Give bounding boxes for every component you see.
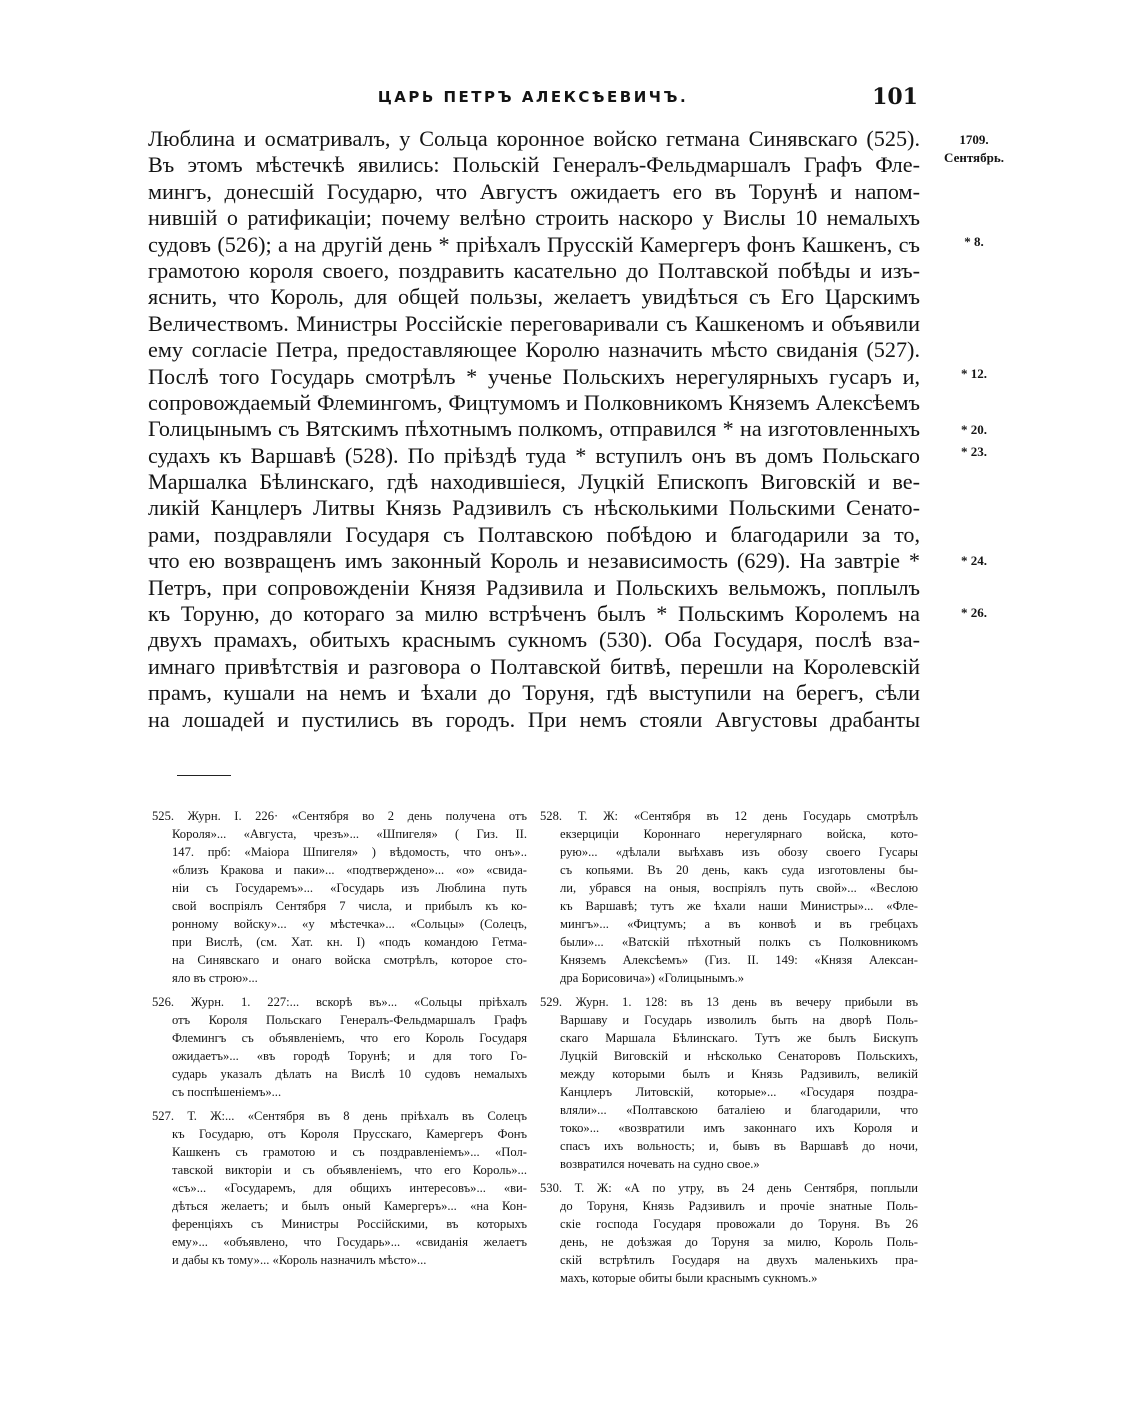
page-number: 101 bbox=[872, 84, 918, 110]
footnote bbox=[540, 993, 918, 1173]
text-line: имнаго привѣтствія и разговора о Полтавской битвѣ, перешли на Королевскій bbox=[148, 653, 920, 679]
running-header bbox=[148, 84, 918, 118]
footnote-line: Княземъ Алексѣемъ» (Гиз. II. 149: «Князя Алексан- bbox=[560, 953, 918, 967]
footnote-line: ожидаетъ»... «въ городѣ Торунѣ; и для того Го- bbox=[172, 1049, 527, 1063]
footnote-line: ли, убрався на оныя, воспріялъ путь свой»... «Веслою bbox=[560, 881, 918, 895]
text-line: судовъ (526); а на другій день * пріѣхалъ Прусскій Камергеръ фонъ Кашкенъ, съ bbox=[148, 231, 920, 257]
text-line: къ Торуню, до котораго за милю встрѣченъ былъ * Польскимъ Королемъ на bbox=[148, 601, 920, 627]
footnote-line: 525. Журн. I. 226· «Сентября во 2 день получена отъ bbox=[152, 809, 527, 823]
text-line: мингъ, донесшій Государю, что Августъ ожидаетъ его въ Торунѣ и напом- bbox=[148, 178, 920, 204]
footnote-line: екзерциціи Короннаго нерегулярнаго войска, кото- bbox=[560, 827, 918, 841]
margin-year: 1709. bbox=[959, 132, 989, 147]
footnote-line: яло въ строю»... bbox=[172, 971, 258, 985]
footnote bbox=[152, 993, 527, 1101]
footnote bbox=[152, 807, 527, 987]
footnotes-right-column bbox=[540, 807, 918, 1293]
footnote-line: на Синявскаго и онаго войска смотрѣлъ, которое сто- bbox=[172, 953, 527, 967]
footnote-line: ронному войску»... «у мѣстечка»... «Сольцы» (Солецъ, bbox=[172, 917, 527, 931]
text-line: Голицынымъ съ Вятскимъ пѣхотнымъ полкомъ, отправился * на изготовленныхъ bbox=[148, 416, 920, 442]
footnote-line: были»... «Ватскій пѣхотный полкъ съ Полковникомъ bbox=[560, 935, 918, 949]
footnote-line: спасъ ихъ вольность; и, бывъ въ Варшавѣ до ночи, bbox=[560, 1139, 918, 1153]
footnote-line: отъ Короля Польскаго Генералъ-Фельдмаршалъ Графъ bbox=[172, 1013, 527, 1027]
footnote-line: мингъ»... «Фицтумъ; а въ конвоѣ и въ гребцахъ bbox=[560, 917, 918, 931]
footnote-line: ніи съ Государемъ»... «Государь изъ Люблина путь bbox=[172, 881, 527, 895]
footnote-line: 527. Т. Ж:... «Сентября въ 8 день пріѣхалъ въ Солецъ bbox=[152, 1109, 527, 1123]
footnote-line: скій встрѣтилъ Государя на двухъ маленькихъ пра- bbox=[560, 1253, 918, 1267]
text-line: нившій о ратификаціи; почему велѣно строить наскоро у Вислы 10 немалыхъ bbox=[148, 205, 920, 231]
footnote bbox=[540, 807, 918, 987]
footnote bbox=[540, 1179, 918, 1287]
running-title: ЦАРЬ ПЕТРЪ АЛЕКСѢЕВИЧЪ. bbox=[377, 88, 689, 106]
footnote-line: рую»... «дѣлали выѣхавъ изъ обозу своего Гусары bbox=[560, 845, 918, 859]
footnote-line: дра Борисовича») «Голицынымъ.» bbox=[560, 971, 745, 985]
text-line: Величествомъ. Министры Россійскіе переговаривали съ Кашкеномъ и объявили bbox=[148, 310, 920, 336]
margin-date: * 24. bbox=[961, 553, 987, 568]
footnote-line: свой воспріялъ Сентября 7 числа, и прибылъ къ ко- bbox=[172, 899, 527, 913]
margin-month: Сентябрь. bbox=[944, 150, 1004, 165]
footnote-line: дѣться желаетъ; и былъ оный Камергеръ»... «на Кон- bbox=[172, 1199, 527, 1213]
footnote-line: Луцкій Виговскій и нѣсколько Сенаторовъ Польскихъ, bbox=[560, 1049, 918, 1063]
footnote-line: между которыми былъ и Князь Радзивилъ, великій bbox=[560, 1067, 918, 1081]
text-line: Люблина и осматривалъ, у Сольца коронное войско гетмана Синявскаго (525). bbox=[148, 126, 920, 151]
footnote-line: Канцлеръ Литовскій, которые»... «Государя поздра- bbox=[560, 1085, 918, 1099]
footnote-line: до Торуня, Князь Радзивилъ и прочіе знатные Поль- bbox=[560, 1199, 918, 1213]
footnote-line: къ Государю, отъ Короля Прусскаго, Камергеръ Фонъ bbox=[172, 1127, 527, 1141]
footnote-line: 529. Журн. 1. 128: въ 13 день въ вечеру прибыли въ bbox=[540, 995, 918, 1009]
margin-date: * 23. bbox=[961, 444, 987, 459]
text-line: грамотою короля своего, поздравить касательно до Полтавской побѣды и изъ- bbox=[148, 257, 920, 283]
footnote-line: 530. Т. Ж: «А по утру, въ 24 день Сентября, поплыли bbox=[540, 1181, 918, 1195]
footnote-line: сударь указалъ дѣлать на Вислѣ 10 судовъ немалыхъ bbox=[172, 1067, 527, 1081]
text-line: на лошадей и пустились въ городъ. При немъ стояли Августовы драбанты bbox=[148, 706, 920, 732]
text-line: прамъ, кушали на немъ и ѣхали до Торуня, гдѣ выступили на берегъ, сѣли bbox=[148, 680, 920, 706]
footnotes-left-column bbox=[152, 807, 527, 1275]
footnote-line: 528. Т. Ж: «Сентября въ 12 день Государь смотрѣлъ bbox=[540, 809, 918, 823]
footnote-line: махъ, которые обиты были краснымъ сукномъ.» bbox=[560, 1271, 818, 1285]
text-line: что ею возвращенъ имъ законный Король и независимость (629). На завтріе * bbox=[148, 548, 920, 574]
text-line: сопровождаемый Флемингомъ, Фицтумомъ и Полковникомъ Княземъ Алексѣемъ bbox=[148, 389, 920, 415]
footnote-line: съ поспѣшеніемъ»... bbox=[172, 1085, 282, 1099]
text-line: двухъ прамахъ, обитыхъ краснымъ сукномъ (530). Оба Государя, послѣ вза- bbox=[148, 627, 920, 653]
footnote-line: къ Варшавѣ; тутъ же ѣхали наши Министры»... «Флe- bbox=[560, 899, 918, 913]
text-line: Послѣ того Государь смотрѣлъ * ученье Польскихъ нерегулярныхъ гусаръ и, bbox=[148, 363, 920, 389]
footnote-line: 147. прб: «Маіора Шпигеля» ) вѣдомость, что онъ».. bbox=[172, 845, 527, 859]
text-line: яснить, что Король, для общей пользы, желаетъ увидѣться съ Его Царскимъ bbox=[148, 284, 920, 310]
footnote-line: Кашкенъ съ грамотою и съ поздравленіемъ»... «Пол- bbox=[172, 1145, 527, 1159]
footnote-line: скіе господа Государя провожали до Торуня. Въ 26 bbox=[560, 1217, 918, 1231]
text-line: Маршалка Бѣлинскаго, гдѣ находившіеся, Луцкій Епископъ Виговскій и ве- bbox=[148, 469, 920, 495]
text-line: Въ этомъ мѣстечкѣ явились: Польскій Генералъ-Фельдмаршалъ Графъ Флe- bbox=[148, 152, 920, 178]
footnote-line: Короля»... «Августа, чрезъ»... «Шпигеля» ( Гиз. II. bbox=[172, 827, 527, 841]
footnote-line: съ копьями. Въ 20 день, какъ суда изготовлены бы- bbox=[560, 863, 918, 877]
footnote-line: ему»... «объявлено, что Государь»... «свиданія желаетъ bbox=[172, 1235, 527, 1249]
footnote-line: Варшаву и Государь изволилъ быть на дворѣ Поль- bbox=[560, 1013, 918, 1027]
footnote-line: «близъ Кракова и паки»... «подтверждено»... «о» «свида- bbox=[172, 863, 527, 877]
footnote-line: ференціяхъ съ Министры Россійскими, въ которыхъ bbox=[172, 1217, 527, 1231]
footnote-line: 526. Журн. 1. 227:... вскорѣ въ»... «Сольцы пріѣхалъ bbox=[152, 995, 527, 1009]
footnote-line: и дабы къ тому»... «Король назначилъ мѣсто»... bbox=[172, 1253, 427, 1267]
footnote-line: день, не доѣзжая до Торуня за милю, Король Поль- bbox=[560, 1235, 918, 1249]
footnote-line: Флемингъ съ объявленіемъ, что его Король Государя bbox=[172, 1031, 527, 1045]
text-line: ликій Канцлеръ Литвы Князь Радзивилъ съ нѣсколькими Польскими Сенато- bbox=[148, 495, 920, 521]
footnote bbox=[152, 1107, 527, 1269]
footnote-line: вляли»... «Полтавскою баталіею и благодарили, что bbox=[560, 1103, 918, 1117]
main-text bbox=[148, 126, 920, 733]
footnote-line: токо»... «возвратили имъ законнаго ихъ Короля и bbox=[560, 1121, 918, 1135]
text-line: рами, поздравляли Государя съ Полтавскою побѣдою и благодарили за то, bbox=[148, 521, 920, 547]
text-line: судахъ къ Варшавѣ (528). По пріѣздѣ туда * вступилъ онъ въ домъ Польскаго bbox=[148, 442, 920, 468]
footnote-line: «съ»... «Государемъ, для общихъ интересовъ»... «ви- bbox=[172, 1181, 527, 1195]
footnote-line: при Вислѣ, (см. Хат. кн. I) «подъ командою Гетма- bbox=[172, 935, 527, 949]
footnote-line: тавской викторіи и съ объявленіемъ, что его Король»... bbox=[172, 1163, 527, 1177]
margin-date: * 12. bbox=[961, 366, 987, 381]
margin-date: * 26. bbox=[961, 605, 987, 620]
footnote-line: скаго Маршала Бѣлинскаго. Тутъ же былъ Бискупъ bbox=[560, 1031, 918, 1045]
footnote-line: возвратился ночевать на судно свое.» bbox=[560, 1157, 760, 1171]
footnote-divider bbox=[177, 775, 231, 776]
margin-date: * 8. bbox=[964, 234, 984, 249]
margin-date: * 20. bbox=[961, 422, 987, 437]
text-line: Петръ, при сопровожденіи Князя Радзивила и Польскихъ вельможъ, поплылъ bbox=[148, 574, 920, 600]
text-line: ему согласіе Петра, предоставляющее Королю назначить мѣсто свиданія (527). bbox=[148, 337, 920, 363]
